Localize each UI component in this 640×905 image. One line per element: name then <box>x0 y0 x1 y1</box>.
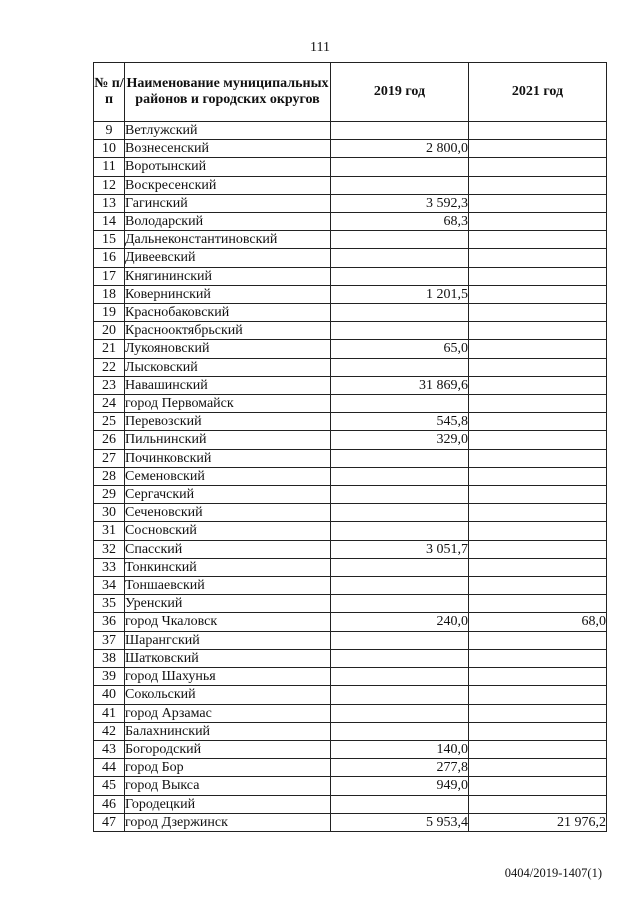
table-row <box>94 613 607 631</box>
row-name: Воротынский <box>125 158 331 176</box>
row-number: 11 <box>94 158 125 176</box>
row-name: Сеченовский <box>125 504 331 522</box>
row-value-2019: 2 800,0 <box>331 140 469 158</box>
row-number: 27 <box>94 449 125 467</box>
row-value-2021 <box>469 231 607 249</box>
row-name: город Бор <box>125 759 331 777</box>
table-row <box>94 194 607 212</box>
row-value-2019 <box>331 795 469 813</box>
data-table <box>93 62 607 832</box>
row-number: 18 <box>94 285 125 303</box>
table-row <box>94 213 607 231</box>
table-row <box>94 686 607 704</box>
row-number: 36 <box>94 613 125 631</box>
table-header-row <box>94 63 607 122</box>
row-value-2021 <box>469 395 607 413</box>
table-row <box>94 522 607 540</box>
row-value-2021 <box>469 358 607 376</box>
table-row <box>94 431 607 449</box>
row-number: 20 <box>94 322 125 340</box>
row-value-2021 <box>469 704 607 722</box>
row-value-2021 <box>469 631 607 649</box>
row-value-2019: 3 051,7 <box>331 540 469 558</box>
row-value-2019 <box>331 304 469 322</box>
row-number: 23 <box>94 376 125 394</box>
row-value-2019: 5 953,4 <box>331 813 469 831</box>
table-row <box>94 285 607 303</box>
row-value-2021 <box>469 158 607 176</box>
row-value-2021 <box>469 304 607 322</box>
row-value-2019: 545,8 <box>331 413 469 431</box>
row-value-2021 <box>469 213 607 231</box>
row-name: город Дзержинск <box>125 813 331 831</box>
row-name: город Первомайск <box>125 395 331 413</box>
table-row <box>94 558 607 576</box>
table-row <box>94 595 607 613</box>
row-number: 38 <box>94 649 125 667</box>
row-value-2019 <box>331 704 469 722</box>
row-value-2021 <box>469 558 607 576</box>
row-number: 28 <box>94 467 125 485</box>
table-row <box>94 231 607 249</box>
row-value-2019 <box>331 322 469 340</box>
header-name: Наименование муниципальных районов и городских округов <box>125 63 331 122</box>
row-number: 42 <box>94 722 125 740</box>
row-value-2021 <box>469 194 607 212</box>
table-row <box>94 631 607 649</box>
row-number: 14 <box>94 213 125 231</box>
row-value-2021 <box>469 467 607 485</box>
row-value-2019 <box>331 722 469 740</box>
row-value-2021 <box>469 777 607 795</box>
table-row <box>94 395 607 413</box>
row-value-2021 <box>469 140 607 158</box>
row-number: 41 <box>94 704 125 722</box>
row-value-2019: 240,0 <box>331 613 469 631</box>
row-value-2019 <box>331 395 469 413</box>
row-name: Навашинский <box>125 376 331 394</box>
row-number: 32 <box>94 540 125 558</box>
row-number: 13 <box>94 194 125 212</box>
table-row <box>94 249 607 267</box>
table-row <box>94 504 607 522</box>
row-value-2019: 3 592,3 <box>331 194 469 212</box>
row-number: 29 <box>94 486 125 504</box>
row-number: 30 <box>94 504 125 522</box>
row-value-2021 <box>469 340 607 358</box>
row-number: 31 <box>94 522 125 540</box>
row-number: 37 <box>94 631 125 649</box>
table-row <box>94 577 607 595</box>
row-name: Перевозский <box>125 413 331 431</box>
row-name: Богородский <box>125 740 331 758</box>
row-name: Починковский <box>125 449 331 467</box>
header-num: № п/п <box>94 63 125 122</box>
row-value-2019 <box>331 486 469 504</box>
row-value-2021 <box>469 668 607 686</box>
table-row <box>94 759 607 777</box>
table-row <box>94 322 607 340</box>
table-row <box>94 740 607 758</box>
table-row <box>94 467 607 485</box>
row-value-2021 <box>469 176 607 194</box>
header-2021: 2021 год <box>469 63 607 122</box>
row-value-2021 <box>469 740 607 758</box>
row-value-2021 <box>469 686 607 704</box>
row-number: 33 <box>94 558 125 576</box>
row-name: Краснооктябрьский <box>125 322 331 340</box>
row-value-2021 <box>469 122 607 140</box>
row-number: 9 <box>94 122 125 140</box>
row-name: город Выкса <box>125 777 331 795</box>
row-number: 22 <box>94 358 125 376</box>
row-value-2019 <box>331 668 469 686</box>
row-value-2021 <box>469 595 607 613</box>
row-value-2021 <box>469 759 607 777</box>
row-value-2019 <box>331 686 469 704</box>
table-row <box>94 340 607 358</box>
row-value-2019: 1 201,5 <box>331 285 469 303</box>
row-value-2021 <box>469 267 607 285</box>
row-value-2021 <box>469 285 607 303</box>
row-value-2021 <box>469 577 607 595</box>
row-value-2019: 68,3 <box>331 213 469 231</box>
row-name: город Шахунья <box>125 668 331 686</box>
row-number: 46 <box>94 795 125 813</box>
table-row <box>94 449 607 467</box>
row-value-2021 <box>469 522 607 540</box>
row-name: Дивеевский <box>125 249 331 267</box>
row-value-2019: 31 869,6 <box>331 376 469 394</box>
row-value-2021 <box>469 376 607 394</box>
table-row <box>94 777 607 795</box>
row-value-2021: 21 976,2 <box>469 813 607 831</box>
row-value-2019 <box>331 558 469 576</box>
row-number: 21 <box>94 340 125 358</box>
table-row <box>94 122 607 140</box>
row-value-2021 <box>469 649 607 667</box>
row-number: 35 <box>94 595 125 613</box>
row-value-2019 <box>331 176 469 194</box>
table-row <box>94 304 607 322</box>
row-number: 19 <box>94 304 125 322</box>
row-value-2019 <box>331 467 469 485</box>
row-name: Городецкий <box>125 795 331 813</box>
row-value-2019: 65,0 <box>331 340 469 358</box>
row-value-2021 <box>469 540 607 558</box>
row-name: Дальнеконстантиновский <box>125 231 331 249</box>
row-value-2019 <box>331 504 469 522</box>
table-body <box>94 122 607 832</box>
row-number: 44 <box>94 759 125 777</box>
row-name: Спасский <box>125 540 331 558</box>
table-row <box>94 813 607 831</box>
row-value-2019 <box>331 522 469 540</box>
document-code: 0404/2019-1407(1) <box>504 866 602 880</box>
row-name: Володарский <box>125 213 331 231</box>
row-value-2019: 140,0 <box>331 740 469 758</box>
row-name: город Арзамас <box>125 704 331 722</box>
row-value-2019 <box>331 231 469 249</box>
table-row <box>94 376 607 394</box>
row-value-2019 <box>331 449 469 467</box>
row-value-2021 <box>469 795 607 813</box>
table-row <box>94 176 607 194</box>
row-value-2019 <box>331 358 469 376</box>
row-number: 12 <box>94 176 125 194</box>
table-row <box>94 140 607 158</box>
table-row <box>94 158 607 176</box>
table-row <box>94 413 607 431</box>
table-row <box>94 267 607 285</box>
table-row <box>94 795 607 813</box>
table-row <box>94 668 607 686</box>
row-name: Уренский <box>125 595 331 613</box>
row-value-2021 <box>469 504 607 522</box>
row-name: Балахнинский <box>125 722 331 740</box>
row-name: Лукояновский <box>125 340 331 358</box>
row-name: Краснобаковский <box>125 304 331 322</box>
row-value-2021 <box>469 449 607 467</box>
row-number: 45 <box>94 777 125 795</box>
row-number: 34 <box>94 577 125 595</box>
row-name: Вознесенский <box>125 140 331 158</box>
table-row <box>94 486 607 504</box>
row-value-2019: 277,8 <box>331 759 469 777</box>
row-number: 26 <box>94 431 125 449</box>
row-name: Гагинский <box>125 194 331 212</box>
row-value-2021 <box>469 722 607 740</box>
row-name: Княгининский <box>125 267 331 285</box>
row-name: Тоншаевский <box>125 577 331 595</box>
row-number: 15 <box>94 231 125 249</box>
row-value-2019 <box>331 122 469 140</box>
row-value-2019 <box>331 267 469 285</box>
row-value-2021 <box>469 486 607 504</box>
row-value-2021 <box>469 413 607 431</box>
row-name: город Чкаловск <box>125 613 331 631</box>
row-name: Шатковский <box>125 649 331 667</box>
row-value-2019 <box>331 649 469 667</box>
table-row <box>94 540 607 558</box>
row-name: Тонкинский <box>125 558 331 576</box>
row-name: Воскресенский <box>125 176 331 194</box>
row-name: Ветлужский <box>125 122 331 140</box>
row-number: 10 <box>94 140 125 158</box>
page-number: 111 <box>310 40 330 55</box>
row-value-2021: 68,0 <box>469 613 607 631</box>
row-name: Сергачский <box>125 486 331 504</box>
row-value-2019 <box>331 595 469 613</box>
row-name: Семеновский <box>125 467 331 485</box>
row-value-2021 <box>469 322 607 340</box>
row-name: Ковернинский <box>125 285 331 303</box>
row-name: Сосновский <box>125 522 331 540</box>
row-number: 24 <box>94 395 125 413</box>
table-row <box>94 722 607 740</box>
row-name: Пильнинский <box>125 431 331 449</box>
row-number: 25 <box>94 413 125 431</box>
row-number: 16 <box>94 249 125 267</box>
row-value-2019: 949,0 <box>331 777 469 795</box>
row-number: 47 <box>94 813 125 831</box>
table-row <box>94 649 607 667</box>
table-row <box>94 358 607 376</box>
row-value-2019 <box>331 249 469 267</box>
row-value-2019: 329,0 <box>331 431 469 449</box>
row-name: Сокольский <box>125 686 331 704</box>
row-value-2019 <box>331 158 469 176</box>
table-row <box>94 704 607 722</box>
row-name: Лысковский <box>125 358 331 376</box>
row-value-2019 <box>331 577 469 595</box>
row-number: 39 <box>94 668 125 686</box>
row-number: 43 <box>94 740 125 758</box>
row-value-2019 <box>331 631 469 649</box>
row-value-2021 <box>469 431 607 449</box>
header-2019: 2019 год <box>331 63 469 122</box>
row-value-2021 <box>469 249 607 267</box>
row-number: 40 <box>94 686 125 704</box>
row-number: 17 <box>94 267 125 285</box>
row-name: Шарангский <box>125 631 331 649</box>
